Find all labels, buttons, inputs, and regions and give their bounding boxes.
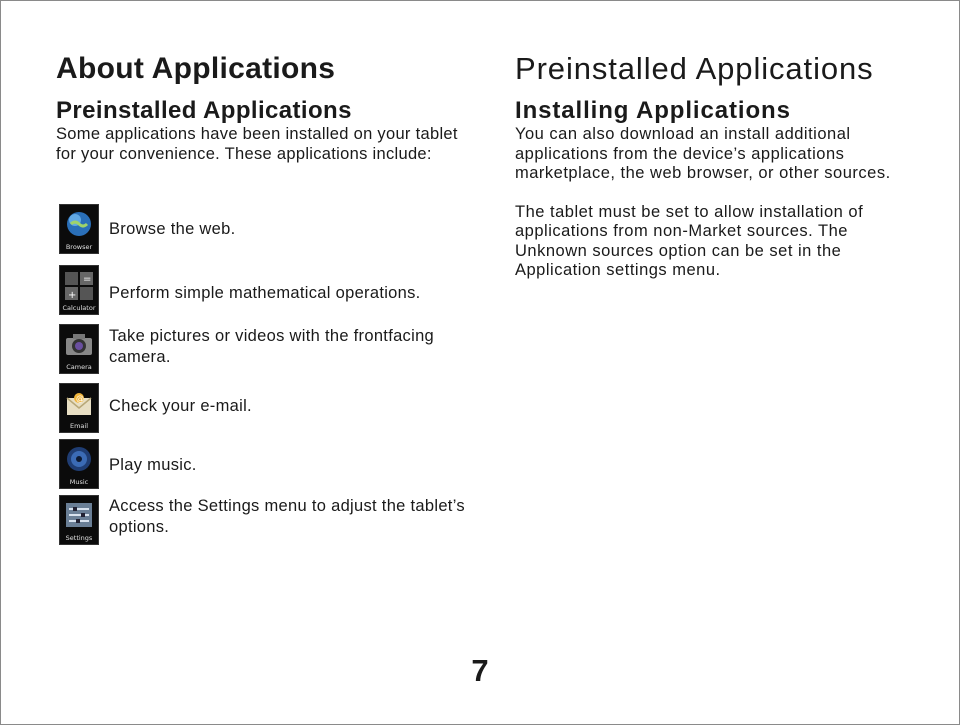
- installing-paragraph-1: You can also download an install additional applications from the device’s applications marketplace, the web browser, or other sources.: [515, 125, 891, 182]
- svg-text:@: @: [76, 394, 84, 403]
- camera-icon-label: Camera: [66, 363, 92, 371]
- camera-icon: [59, 324, 99, 374]
- settings-icon-label: Settings: [65, 534, 93, 542]
- music-icon: [59, 439, 99, 489]
- app-description: Check your e-mail.: [109, 397, 252, 415]
- svg-text:=: =: [83, 274, 92, 285]
- browser-icon-label: Browser: [65, 243, 93, 251]
- right-column: [515, 51, 915, 281]
- music-icon-label: Music: [69, 478, 89, 486]
- email-icon: [59, 383, 99, 433]
- right-page-title: Preinstalled Applications: [515, 51, 874, 86]
- section-heading-preinstalled: Preinstalled Applications: [56, 97, 352, 124]
- installing-paragraph-2: The tablet must be set to allow installation of applications from non-Market sources. The Unknown sources option can be set in the Application settings menu.: [515, 202, 864, 279]
- app-description: Browse the web.: [109, 220, 236, 238]
- page-number: 7: [471, 653, 489, 688]
- browser-icon: [59, 204, 99, 254]
- page-title: About Applications: [56, 52, 336, 85]
- svg-text:+: +: [68, 290, 77, 301]
- app-description: Play music.: [109, 456, 197, 474]
- app-description: Take pictures or videos with the frontfacing camera.: [109, 327, 435, 366]
- calculator-icon: [59, 265, 99, 315]
- app-description: Perform simple mathematical operations.: [109, 284, 421, 302]
- left-column: [56, 51, 476, 164]
- section-heading-installing: Installing Applications: [515, 97, 791, 124]
- settings-icon: [59, 495, 99, 545]
- calculator-icon-label: Calculator: [62, 304, 96, 312]
- email-icon-label: Email: [69, 422, 89, 430]
- app-description: Access the Settings menu to adjust the tablet’s options.: [109, 497, 465, 536]
- intro-paragraph: Some applications have been installed on your tablet for your convenience. These applications include:: [56, 125, 458, 163]
